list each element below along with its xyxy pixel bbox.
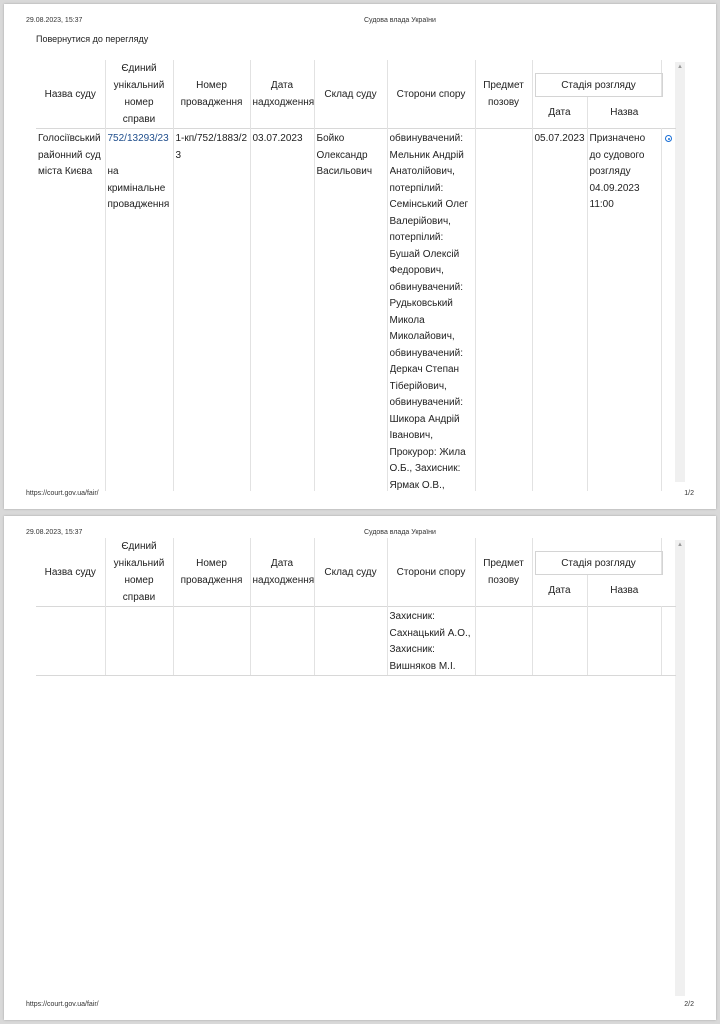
print-page-number: 2/2 <box>684 1001 694 1008</box>
col-stage-date-header: Дата <box>532 97 587 129</box>
cell-subject <box>475 129 532 492</box>
col-proceeding-header: Номер провадження <box>173 538 250 607</box>
col-stage-date-header: Дата <box>532 575 587 607</box>
case-number-link[interactable]: 752/13293/23 <box>107 133 169 144</box>
cell-select <box>661 129 676 492</box>
table-row <box>36 129 676 492</box>
table-header-row <box>36 60 676 97</box>
cell-parties: Захисник: Сахнацький А.О., Захисник: Вишняков М.І. <box>387 607 475 676</box>
print-site-title: Судова влада України <box>364 529 436 536</box>
cases-table <box>36 60 676 491</box>
stage-header-box: Стадія розгляду <box>535 73 663 97</box>
col-received-header: Дата надходження <box>250 538 314 607</box>
print-url: https://court.gov.ua/fair/ <box>26 490 99 497</box>
case-type-label: на кримінальне провадження <box>107 166 170 210</box>
col-subject-header: Предмет позову <box>475 60 532 129</box>
cell-judges <box>314 607 387 676</box>
col-subject-header: Предмет позову <box>475 538 532 607</box>
cell-parties <box>387 129 475 492</box>
cell-case-number <box>105 129 173 492</box>
col-select-header <box>661 538 676 607</box>
row-select-radio[interactable] <box>665 135 672 142</box>
col-parties-header: Сторони спору <box>387 538 475 607</box>
col-proceeding-header: Номер провадження <box>173 60 250 129</box>
print-page-number: 1/2 <box>684 490 694 497</box>
print-page-1 <box>4 4 716 509</box>
col-case-number-header: Єдиний унікальний номер справи <box>105 60 173 129</box>
back-to-view-link[interactable]: Повернутися до перегляду <box>36 34 149 44</box>
col-court-header: Назва суду <box>36 60 105 129</box>
cell-stage-date: 05.07.2023 <box>532 129 587 492</box>
cell-stage-name: Призначено до судового розгляду 04.09.2023 11:00 <box>587 129 661 492</box>
print-page-2 <box>4 516 716 1020</box>
col-court-header: Назва суду <box>36 538 105 607</box>
cell-stage-date <box>532 607 587 676</box>
cell-court <box>36 607 105 676</box>
col-judges-header: Склад суду <box>314 60 387 129</box>
cell-proceeding <box>173 607 250 676</box>
print-datetime: 29.08.2023, 15:37 <box>26 17 83 24</box>
stage-header-box: Стадія розгляду <box>535 551 663 575</box>
col-received-header: Дата надходження <box>250 60 314 129</box>
col-stage-name-header: Назва <box>610 106 639 118</box>
table-header-row <box>36 538 676 575</box>
col-stage-name-header: Назва <box>610 584 639 596</box>
scroll-up-icon[interactable]: ▲ <box>677 542 683 548</box>
cell-court: Голосіївський районний суд міста Києва <box>36 129 105 492</box>
print-datetime: 29.08.2023, 15:37 <box>26 529 83 536</box>
cell-received <box>250 607 314 676</box>
col-select-header <box>661 60 676 129</box>
col-stage-header <box>532 60 661 97</box>
cell-stage-name <box>587 607 661 676</box>
print-url: https://court.gov.ua/fair/ <box>26 1001 99 1008</box>
print-site-title: Судова влада України <box>364 17 436 24</box>
scroll-up-icon[interactable]: ▲ <box>677 64 683 70</box>
col-stage-header <box>532 538 661 575</box>
cell-received: 03.07.2023 <box>250 129 314 492</box>
cell-case-number <box>105 607 173 676</box>
col-judges-header: Склад суду <box>314 538 387 607</box>
table-scrollbar[interactable] <box>675 540 685 996</box>
cell-proceeding: 1-кп/752/1883/23 <box>173 129 250 492</box>
cell-subject <box>475 607 532 676</box>
parties-text: обвинувачений: Мельник Андрій Анатолійович, потерпілий: Семінський Олег Валерійович, потерпілий: Бушай Олексій Федорович, обвинувачений: Рудьковський Микола Миколайович, обвинувачений: Деркач Степан Тіберійович, обвинувачений: Шикора Андрій Іванович, Прокурор: Жила О.Б., Захисник: Ярмак О.В., <box>389 133 469 491</box>
table-scrollbar[interactable] <box>675 62 685 482</box>
cell-select <box>661 607 676 676</box>
table-row <box>36 607 676 676</box>
cell-judges: Бойко Олександр Васильович <box>314 129 387 492</box>
col-case-number-header: Єдиний унікальний номер справи <box>105 538 173 607</box>
cases-table <box>36 538 676 676</box>
col-parties-header: Сторони спору <box>387 60 475 129</box>
